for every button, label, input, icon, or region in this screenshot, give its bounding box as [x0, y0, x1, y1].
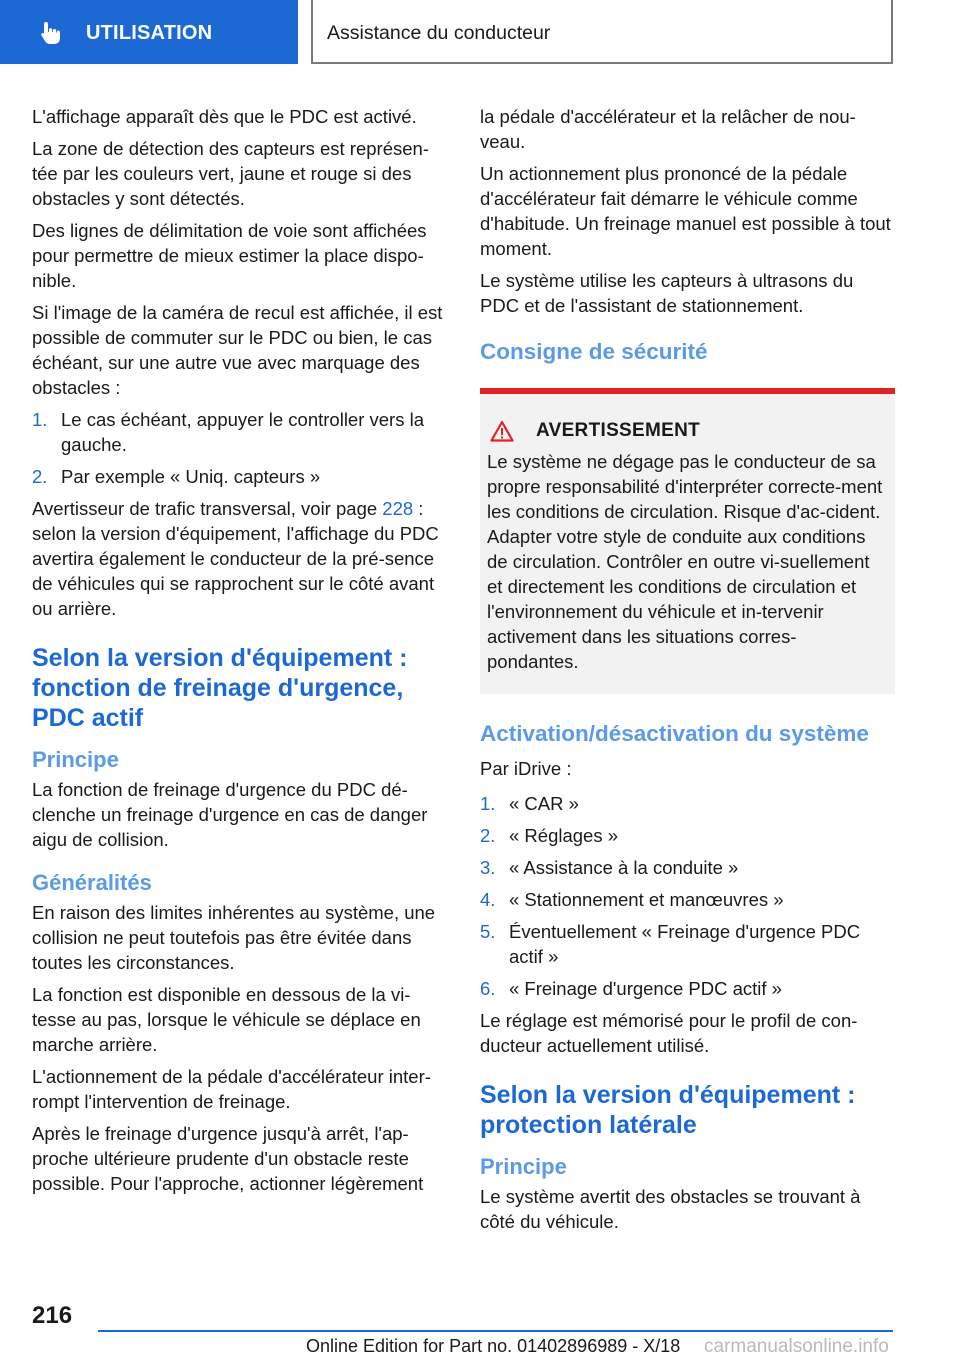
- step-list: [480, 791, 896, 1001]
- page-number: 216: [32, 1302, 73, 1329]
- paragraph: L'affichage apparaît dès que le PDC est activé.: [32, 106, 417, 127]
- step-number: 2.: [480, 825, 496, 846]
- paragraph: En raison des limites inhérentes au système, une collision ne peut toutefois pas être évitée dans toutes les circonstances.: [32, 902, 436, 973]
- paragraph: L'actionnement de la pédale d'accélérateur inter-rompt l'intervention de freinage.: [32, 1066, 431, 1112]
- text-span: : selon la version d'équipement, l'affichage du PDC avertira également le conducteur de la pré-sence de véhicules qui se rapprochent sur le côté avant ou arrière.: [32, 498, 439, 619]
- list-item: [480, 887, 896, 912]
- list-item: [480, 976, 896, 1001]
- section-heading: Selon la version d'équipement : fonction de freinage d'urgence, PDC actif: [32, 644, 408, 732]
- paragraph: [32, 496, 448, 621]
- step-number: 1.: [32, 409, 48, 430]
- warning-title: AVERTISSEMENT: [536, 420, 701, 441]
- step-number: 5.: [480, 921, 496, 942]
- hand-pointer-icon: [38, 20, 64, 46]
- step-text: « CAR »: [509, 793, 579, 814]
- watermark: carmanualsonline.info: [704, 1336, 889, 1357]
- paragraph: La zone de détection des capteurs est représen-tée par les couleurs vert, jaune et rouge si des obstacles y sont détectés.: [32, 138, 429, 209]
- paragraph: Le réglage est mémorisé pour le profil de con-ducteur actuellement utilisé.: [480, 1010, 858, 1056]
- section-header: [311, 0, 893, 64]
- list-item: [32, 464, 448, 489]
- step-number: 6.: [480, 978, 496, 999]
- step-text: « Stationnement et manœuvres »: [509, 889, 784, 910]
- step-number: 3.: [480, 857, 496, 878]
- section-title: Assistance du conducteur: [327, 22, 551, 44]
- list-item: [480, 855, 896, 880]
- paragraph: Un actionnement plus prononcé de la pédale d'accélérateur fait démarre le véhicule comme d'habitude. Un freinage manuel est possible à tout moment.: [480, 163, 891, 259]
- warning-box: [480, 388, 895, 694]
- step-text: « Freinage d'urgence PDC actif »: [509, 978, 782, 999]
- paragraph: La fonction de freinage d'urgence du PDC dé-clenche un freinage d'urgence en cas de danger aigu de collision.: [32, 779, 428, 850]
- list-item: [32, 407, 448, 457]
- paragraph: Des lignes de délimitation de voie sont affichées pour permettre de mieux estimer la place dispo-nible.: [32, 220, 427, 291]
- paragraph: la pédale d'accélérateur et la relâcher de nou-veau.: [480, 106, 856, 152]
- step-text: Le cas échéant, appuyer le controller vers la gauche.: [61, 409, 425, 455]
- subsection-heading: Principe: [32, 747, 119, 772]
- list-item: [480, 919, 896, 969]
- step-number: 2.: [32, 466, 48, 487]
- warning-triangle-icon: [490, 420, 514, 442]
- step-text: Éventuellement « Freinage d'urgence PDC actif »: [509, 921, 861, 967]
- section-heading: Activation/désactivation du système: [480, 721, 869, 746]
- paragraph: Après le freinage d'urgence jusqu'à arrêt, l'ap-proche ultérieure prudente d'un obstacle reste possible. Pour l'approche, actionner légèrement: [32, 1123, 424, 1194]
- step-number: 4.: [480, 889, 496, 910]
- subsection-heading: Généralités: [32, 870, 152, 895]
- paragraph: Le système avertit des obstacles se trouvant à côté du véhicule.: [480, 1186, 861, 1232]
- section-heading: Consigne de sécurité: [480, 339, 708, 364]
- list-item: [480, 791, 896, 816]
- list-item: [480, 823, 896, 848]
- paragraph: Le système utilise les capteurs à ultrasons du PDC et de l'assistant de stationnement.: [480, 270, 854, 316]
- text-span: Avertisseur de trafic transversal, voir page: [32, 498, 383, 519]
- paragraph: Par iDrive :: [480, 758, 572, 779]
- step-text: « Assistance à la conduite »: [509, 857, 739, 878]
- right-column: [480, 104, 896, 1241]
- section-heading: Selon la version d'équipement : protection latérale: [480, 1081, 856, 1139]
- step-number: 1.: [480, 793, 496, 814]
- paragraph: La fonction est disponible en dessous de la vi-tesse au pas, lorsque le véhicule se déplace en marche arrière.: [32, 984, 421, 1055]
- step-text: Par exemple « Uniq. capteurs »: [61, 466, 321, 487]
- section-tab: [0, 0, 298, 64]
- page-reference-link[interactable]: 228: [382, 498, 414, 519]
- subsection-heading: Principe: [480, 1154, 567, 1179]
- footer-divider: [98, 1330, 893, 1332]
- paragraph: Si l'image de la caméra de recul est affichée, il est possible de commuter sur le PDC ou bien, le cas échéant, sur une autre vue avec marquage des obstacles :: [32, 302, 443, 398]
- warning-header: [487, 418, 885, 443]
- step-list: [32, 407, 448, 489]
- left-column: [32, 104, 448, 1203]
- section-tab-label: UTILISATION: [86, 22, 213, 44]
- warning-text: Le système ne dégage pas le conducteur de sa propre responsabilité d'interpréter correcte-ment les conditions de circulation. Risque d'ac-cident. Adapter votre style de conduite aux conditions de circulation. Contrôler en outre vi-suellement et directement les conditions de circulation et l'environnement du véhicule et in-tervenir activement dans les situations corres-pondantes.: [487, 451, 883, 672]
- step-text: « Réglages »: [509, 825, 619, 846]
- footer-edition: Online Edition for Part no. 01402896989 - X/18: [306, 1336, 681, 1356]
